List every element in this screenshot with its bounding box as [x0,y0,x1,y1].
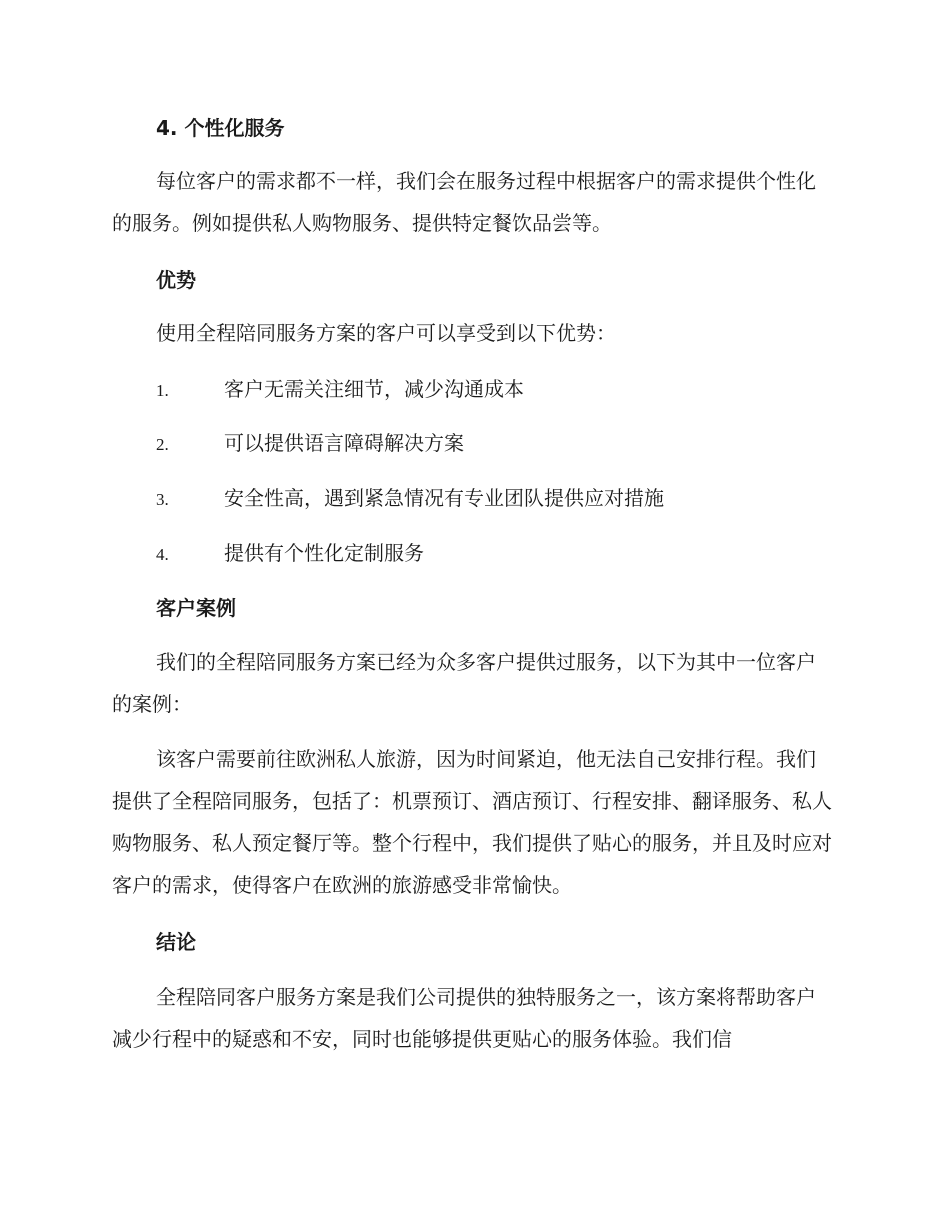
list-number: 1. [156,381,169,400]
list-item-text: 提供有个性化定制服务 [224,541,424,565]
section-heading-conclusion: 结论 [156,930,196,954]
list-item [156,375,524,403]
list-item-text: 安全性高，遇到紧急情况有专业团队提供应对措施 [224,486,664,510]
list-item [156,429,464,457]
paragraph-advantages-intro: 使用全程陪同服务方案的客户可以享受到以下优势： [156,321,616,345]
list-item [156,484,664,512]
paragraph-conclusion: 全程陪同客户服务方案是我们公司提供的独特服务之一，该方案将帮助客户减少行程中的疑惑和不安，同时也能够提供更贴心的服务体验。我们信 [112,985,816,1051]
list-item-text: 客户无需关注细节，减少沟通成本 [224,377,524,401]
list-item [156,539,424,567]
list-number: 3. [156,490,169,509]
section-heading-personalized-service: 4. 个性化服务 [156,116,285,140]
list-number: 4. [156,545,169,564]
section-heading-customer-case: 客户案例 [156,596,236,620]
list-item-text: 可以提供语言障碍解决方案 [224,431,464,455]
paragraph-personalized-service: 每位客户的需求都不一样，我们会在服务过程中根据客户的需求提供个性化的服务。例如提供私人购物服务、提供特定餐饮品尝等。 [112,169,816,235]
list-number: 2. [156,435,169,454]
paragraph-customer-case-detail: 该客户需要前往欧洲私人旅游，因为时间紧迫，他无法自己安排行程。我们提供了全程陪同服务，包括了：机票预订、酒店预订、行程安排、翻译服务、私人购物服务、私人预定餐厅等。整个行程中，我们提供了贴心的服务，并且及时应对客户的需求，使得客户在欧洲的旅游感受非常愉快。 [112,747,832,897]
section-heading-advantages: 优势 [156,268,196,292]
paragraph-customer-case-intro: 我们的全程陪同服务方案已经为众多客户提供过服务，以下为其中一位客户的案例： [112,650,816,716]
